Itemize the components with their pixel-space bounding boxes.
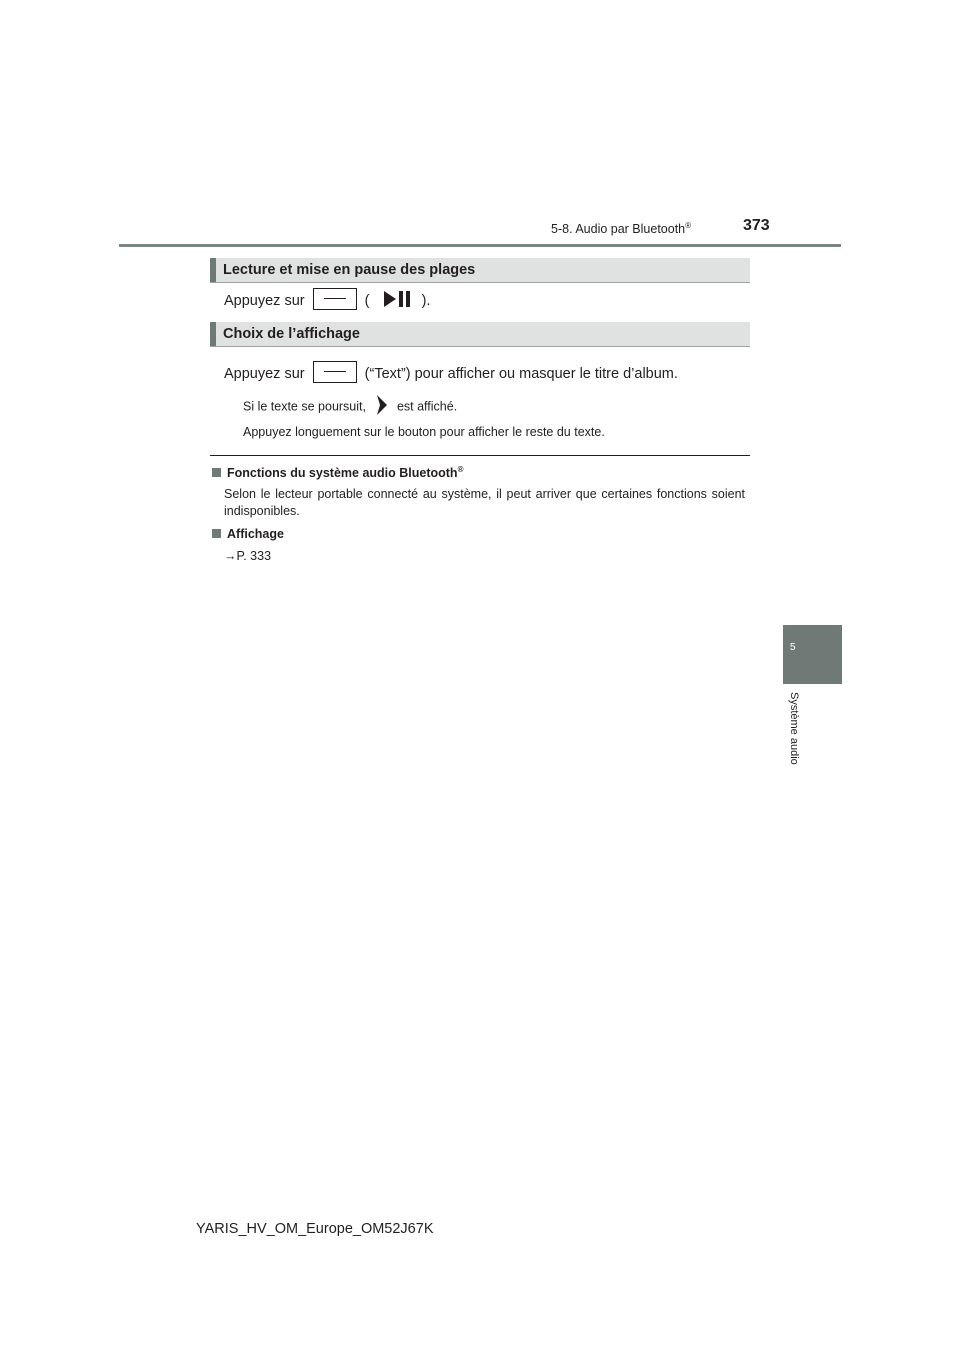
document-code: YARIS_HV_OM_Europe_OM52J67K xyxy=(196,1221,434,1237)
section-heading-bar xyxy=(210,322,216,346)
note-text-after: est affiché. xyxy=(396,399,458,414)
instruction-paren-open: ( xyxy=(364,292,370,309)
instruction-paren-close: ). xyxy=(421,292,431,309)
section-heading-display xyxy=(210,322,750,347)
chapter-number: 5 xyxy=(790,642,796,653)
instruction-text: Appuyez sur xyxy=(224,365,305,382)
section-heading-title: Choix de l’affichage xyxy=(223,326,360,342)
notes-divider xyxy=(210,455,750,456)
header-rule xyxy=(119,244,841,247)
note-heading-display xyxy=(212,527,284,541)
note-body-bluetooth: Selon le lecteur portable connecté au système, il peut arriver que certaines fonctions soient indisponibles. xyxy=(224,487,745,518)
chapter-label: Système audio xyxy=(788,692,800,765)
note-title: Affichage xyxy=(227,527,284,541)
section-heading-bar xyxy=(210,258,216,282)
header-registered-mark: ® xyxy=(685,221,692,230)
instruction-text-after: (“Text”) pour afficher ou masquer le titre d’album. xyxy=(364,365,678,382)
chapter-tab xyxy=(783,625,842,684)
display-note-1 xyxy=(243,397,457,417)
running-header xyxy=(551,221,691,236)
steering-switch-icon xyxy=(313,361,357,383)
play-pause-icon xyxy=(384,290,412,308)
note-title: Fonctions du système audio Bluetooth xyxy=(227,466,458,481)
page-number: 373 xyxy=(743,217,770,234)
header-section-title: 5-8. Audio par Bluetooth xyxy=(551,222,686,237)
chevron-right-icon xyxy=(375,395,387,415)
square-bullet-icon xyxy=(212,529,221,538)
steering-switch-icon xyxy=(313,288,357,310)
page-reference-link[interactable]: →P. 333 xyxy=(224,549,272,563)
note-heading-bluetooth xyxy=(212,465,463,480)
note-text: Si le texte se poursuit, xyxy=(243,399,366,414)
instruction-text: Appuyez sur xyxy=(224,292,305,309)
section-heading-playback xyxy=(210,258,750,283)
square-bullet-icon xyxy=(212,468,221,477)
note-registered-mark: ® xyxy=(457,465,464,474)
display-instruction xyxy=(224,363,678,385)
display-note-2: Appuyez longuement sur le bouton pour afficher le reste du texte. xyxy=(243,425,605,439)
section-heading-title: Lecture et mise en pause des plages xyxy=(223,262,476,278)
playback-instruction xyxy=(224,290,430,312)
